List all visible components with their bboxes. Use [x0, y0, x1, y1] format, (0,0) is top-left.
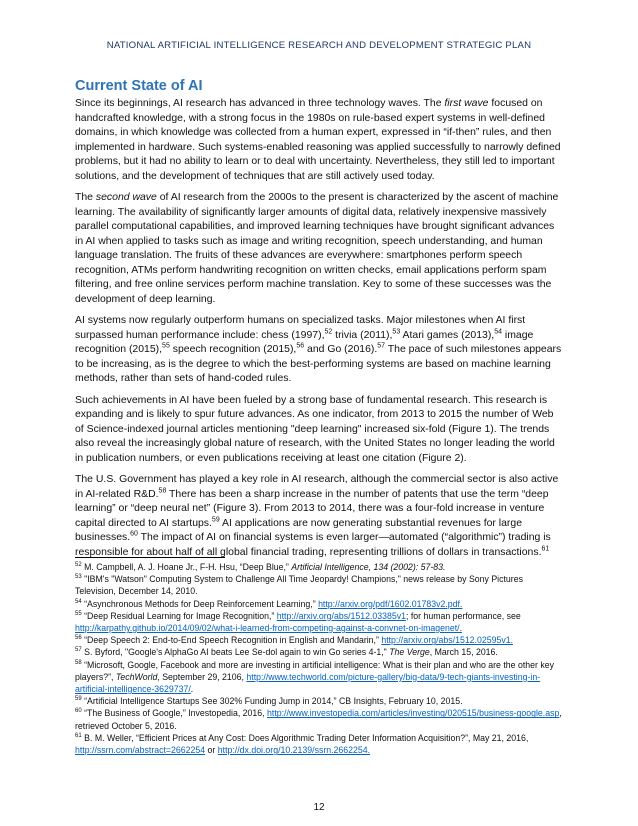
footnote-text: "IBM's "Watson" Computing System to Challenge All Time Jeopardy! Champions," news release by Sony Pictures Television, December 14, 2010. — [75, 574, 523, 597]
footnote-link[interactable]: http://arxiv.org/abs/1512.02595v1. — [381, 635, 513, 646]
footnote-56 — [75, 634, 565, 646]
footnote-ref[interactable]: 52 — [324, 328, 333, 336]
main-content — [75, 78, 565, 567]
footnote-link[interactable]: http://arxiv.org/pdf/1602.01783v2.pdf. — [318, 598, 463, 609]
footnote-link[interactable]: http://dx.doi.org/10.2139/ssrn.2662254. — [217, 745, 371, 756]
text-run: Such achievements in AI have been fueled by a strong base of fundamental research. This research is expanding and is likely to spur future advances. As one indicator, from 2013 to 2015 the number of Web of Science-indexed journal articles mentioning "deep learning" increased six-fold (Figure 1). The trends also reveal the increasingly global nature of research, with the United States no longer leading the world in publication numbers, or even publications receiving at least one citation (Figure 2). — [75, 394, 555, 464]
footnote-55 — [75, 610, 565, 634]
footnote-text: “Microsoft, Google, Facebook and more are investing in artificial intelligence: What is their plan and who are the other key players?”, — [75, 659, 554, 682]
footnote-number: 56 — [75, 635, 82, 642]
footnote-59 — [75, 695, 565, 707]
footnote-number: 60 — [75, 708, 82, 715]
footnote-number: 52 — [75, 562, 82, 569]
text-run: image recognition (2015), — [75, 329, 534, 355]
text-run: The U.S. Government has played a key role in AI research, although the commercial sector is also active in AI-related R&D. — [75, 474, 559, 500]
text-run: trivia (2011), — [332, 329, 393, 341]
footnote-text: “The Business of Google,” Investopedia, 2016, — [81, 708, 268, 719]
paragraph-milestones — [75, 314, 565, 387]
footnote-text: , September 29, 2106, — [157, 671, 247, 682]
footnote-text: S. Byford, "Google's AlphaGo AI beats Lee Se-dol again to win Go series 4-1," — [81, 647, 390, 658]
footnote-ref[interactable]: 55 — [162, 342, 170, 350]
paragraph-first-wave — [75, 97, 565, 184]
footnote-52 — [75, 561, 565, 573]
footnote-ref[interactable]: 56 — [296, 342, 305, 350]
footnote-number: 59 — [75, 696, 82, 703]
footnote-61 — [75, 732, 565, 756]
text-run: of AI research from the 2000s to the present is characterized by the ascent of machine learning. The availability of significantly larger amounts of digital data, relatively inexpensive massively parallel computational capabilities, and improved learning techniques have brought significant advances in AI when applied to tasks such as image and writing recognition, speech understanding, and human language translation. The fruits of these advances are everywhere: smartphones perform speech recognition, ATMs perform handwriting recognition on written checks, email applications perform spam filtering, and free online services perform machine translation. Key to some of these successes was the development of deep learning. — [75, 192, 559, 305]
footnote-text: , retrieved October 5, 2016. — [75, 708, 562, 731]
footnote-emphasis: The Verge — [389, 647, 430, 658]
footnote-53 — [75, 573, 565, 597]
footnote-ref[interactable]: 59 — [211, 516, 220, 524]
paragraph-second-wave — [75, 191, 565, 307]
footnote-text: ; for human performance, see — [405, 610, 521, 621]
footnote-link[interactable]: http://arxiv.org/abs/1512.03385v1 — [276, 610, 406, 621]
running-header: NATIONAL ARTIFICIAL INTELLIGENCE RESEARCH AND DEVELOPMENT STRATEGIC PLAN — [106, 40, 532, 51]
footnote-text: , February 10, 2015. — [383, 696, 463, 707]
footnote-ref[interactable]: 53 — [392, 328, 401, 336]
text-run: AI systems now regularly outperform humans on specialized tasks. Major milestones when AI first surpassed human performance include: chess (1997), — [75, 315, 526, 341]
footnote-link[interactable]: http://ssrn.com/abstract=2662254 — [75, 745, 206, 756]
footnote-number: 58 — [75, 659, 82, 666]
text-run: and Go (2016). — [304, 344, 378, 355]
text-run: The — [75, 192, 96, 203]
text-run: speech recognition (2015), — [169, 344, 297, 355]
text-run: The pace of such milestones appears to be increasing, as is the degree to which the best-performing systems are based on machine learning methods, rather than sets of hand-coded rules. — [75, 344, 562, 384]
footnote-text: “Asynchronous Methods for Deep Reinforcement Learning,” — [81, 598, 319, 609]
text-run: focused on handcrafted knowledge, with a strong focus in the 1980s on rule-based expert systems in well-defined domains, in which knowledge was collected from a human expert, expressed in “if-then” rules, and then implemented in hardware. Such systems-enabled reasoning was applied successfully to narrowly defined problems, but it had no ability to learn or to deal with uncertainty. Nevertheless, they still led to important solutions, and the development of techniques that are still actively used today. — [75, 98, 561, 182]
footnote-link[interactable]: http://www.techworld.com/picture-gallery/big-data/9-tech-giants-investing-in-artificial-intelligence-3629737/ — [75, 671, 541, 695]
footnote-link[interactable]: http://www.investopedia.com/articles/investing/020515/business-google.asp — [267, 708, 560, 719]
footnote-text: , March 15, 2016. — [429, 647, 498, 658]
text-run: Atari games (2013), — [400, 329, 495, 341]
footnote-60 — [75, 707, 565, 731]
emphasis-first-wave: first wave — [444, 98, 489, 109]
footnote-number: 57 — [75, 647, 82, 654]
text-run: Since its beginnings, AI research has advanced in three technology waves. The — [75, 98, 445, 109]
text-run: The impact of AI on financial systems is even larger—automated (“algorithmic”) trading is responsible for about half of all global financial trading, representing trillions of dollars in transactions. — [75, 532, 551, 558]
footnote-ref[interactable]: 57 — [377, 342, 386, 350]
footnote-ref[interactable]: 58 — [158, 487, 167, 495]
footnote-text: B. M. Weller, “Efficient Prices at Any Cost: Does Algorithmic Trading Deter Information Acquisition?”, May 21, 2016, — [81, 732, 529, 743]
section-title: Current State of AI — [75, 78, 203, 94]
footnote-54 — [75, 598, 565, 610]
footnote-number: 61 — [75, 732, 82, 739]
footnote-text: or — [205, 745, 218, 756]
footnote-58 — [75, 659, 565, 696]
text-run: There has been a sharp increase in the number of patents that use the term “deep learning” or “deep neural net” (Figure 3). From 2013 to 2014, there was a four-fold increase in venture capital directed to AI startups. — [75, 488, 549, 529]
footnote-text: . — [190, 684, 194, 695]
footnote-separator — [75, 557, 225, 558]
footnote-ref[interactable]: 54 — [494, 328, 502, 336]
text-run: AI applications are now generating substantial revenues for large businesses. — [75, 517, 523, 543]
footnote-ref[interactable]: 61 — [541, 545, 550, 553]
footnote-link[interactable]: http://karpathy.github.io/2014/09/02/what-i-learned-from-competing-against-a-convnet-on-imagenet/. — [75, 623, 462, 634]
footnote-emphasis: TechWorld — [115, 671, 158, 682]
footnote-text: “Artificial Intelligence Startups See 302% Funding Jump in 2014,” CB Insights — [81, 696, 384, 707]
footnote-emphasis: Artificial Intelligence, 134 (2002): 57-83. — [291, 562, 446, 572]
footnote-text: M. Campbell, A. J. Hoane Jr., F-H. Hsu, “Deep Blue,” — [81, 562, 292, 572]
paragraph-fundamental-research — [75, 394, 565, 467]
page-number: 12 — [313, 802, 325, 813]
footnotes — [75, 561, 565, 756]
footnote-text: “Deep Residual Learning for Image Recognition,” — [81, 610, 277, 621]
footnote-number: 53 — [75, 574, 82, 581]
footnote-number: 54 — [75, 598, 82, 605]
emphasis-second-wave: second wave — [95, 192, 157, 203]
footnote-text: “Deep Speech 2: End-to-End Speech Recognition in English and Mandarin,” — [81, 635, 382, 646]
footnote-ref[interactable]: 60 — [130, 530, 138, 538]
footnote-number: 55 — [75, 610, 82, 617]
footnote-57 — [75, 646, 565, 658]
paragraph-government-role — [75, 473, 565, 560]
